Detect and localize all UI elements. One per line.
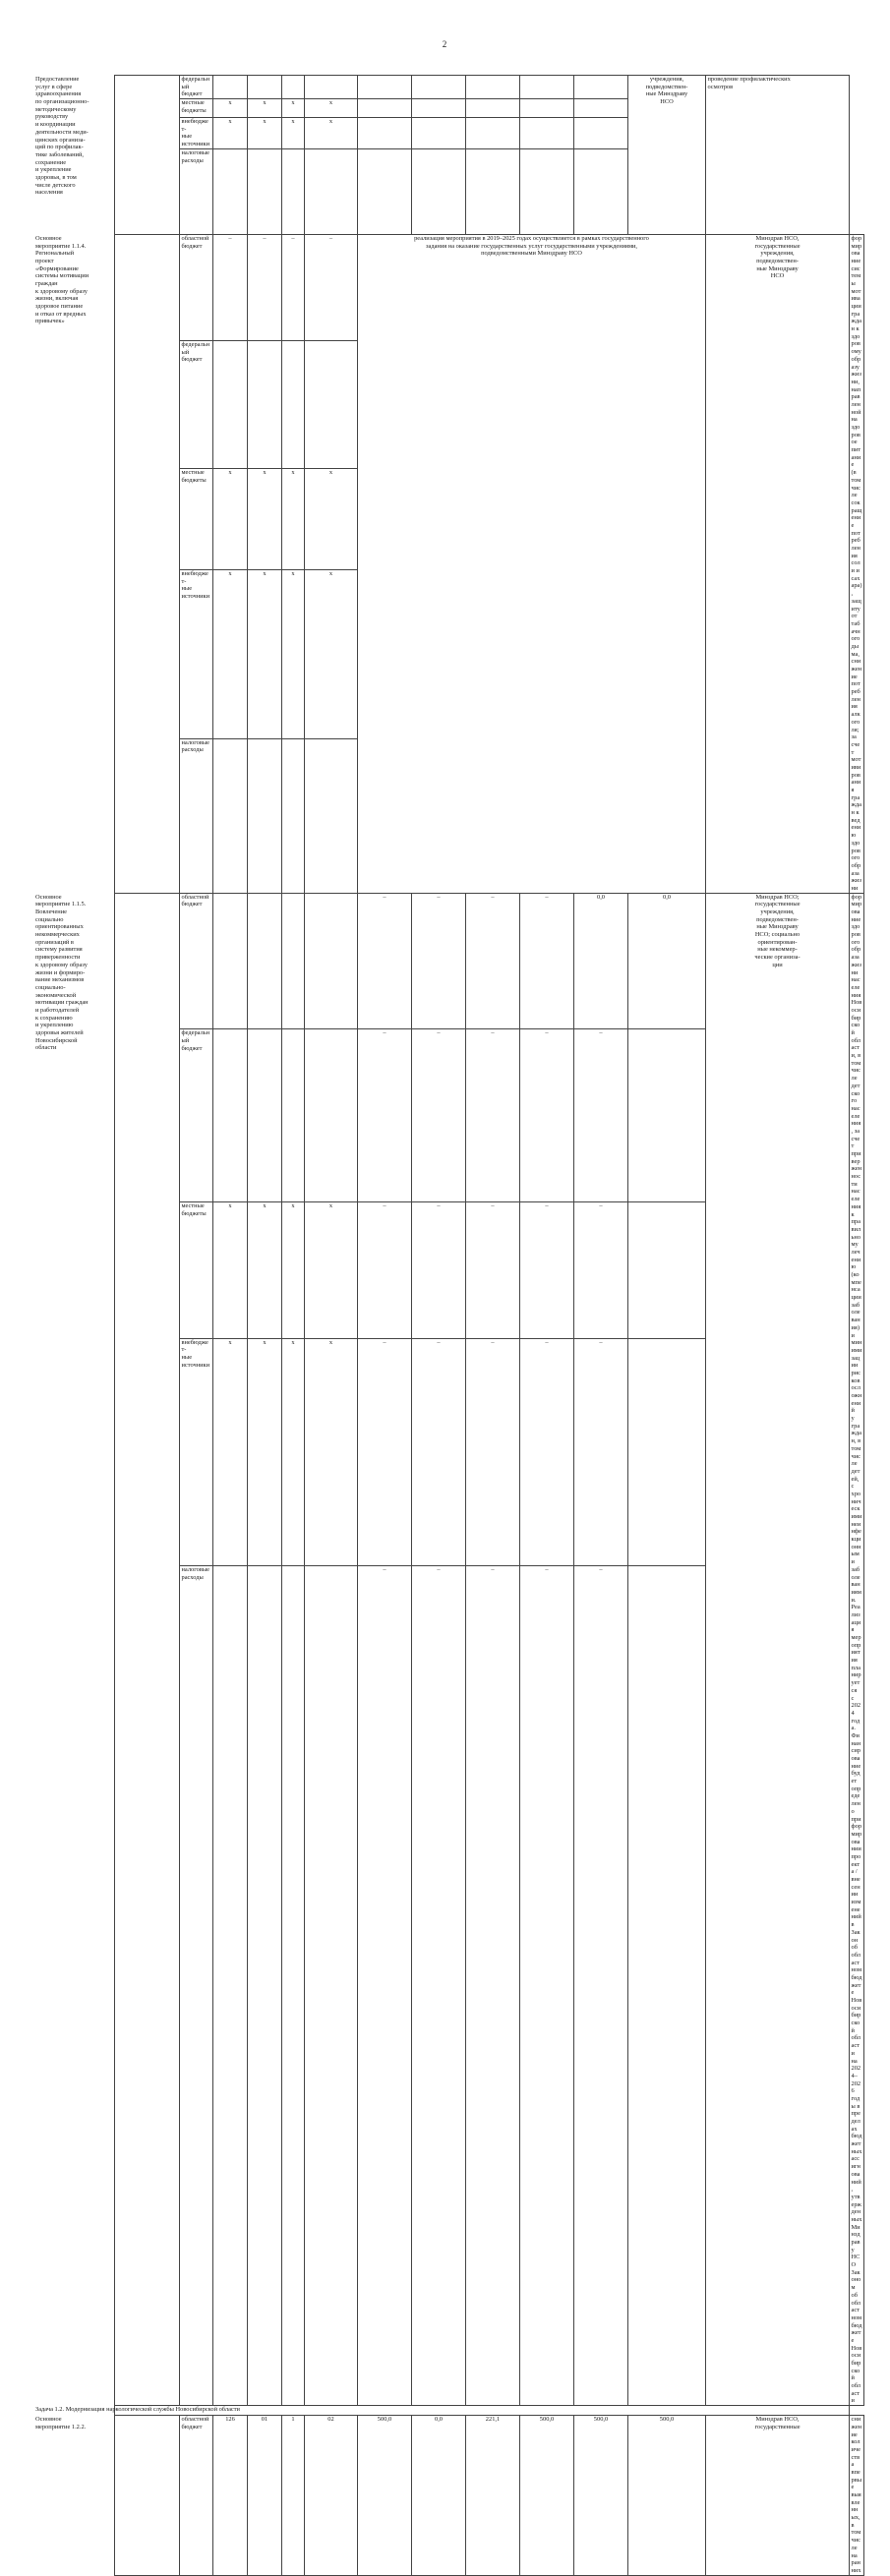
code-cell: 01 (248, 2416, 282, 2575)
x-mark: x (213, 1338, 248, 1566)
funding-source-tax: налоговые расходы (180, 1566, 213, 2406)
row-label-cell (35, 2416, 180, 2575)
dash-mark: – (412, 1029, 466, 1202)
dash-mark: – (248, 234, 282, 340)
x-mark: x (282, 569, 305, 738)
dash-mark: – (520, 893, 574, 1029)
expected-result-cell: формирование системы мотивации граждан к здоровому образу жизни, направленной на здоровое питание (в том числе сокращение потребления соли и сахара), защиту от табачного дыма, снижение потребления алкоголя; за счет мотивирования граждан к ведению здорового образа жизни (851, 234, 862, 892)
dash-mark: – (574, 1338, 628, 1566)
funding-source-tax: налоговые расходы (180, 738, 213, 893)
x-mark: x (282, 118, 305, 149)
dash-mark: – (574, 1201, 628, 1338)
dash-mark: – (358, 1566, 412, 2406)
value-cell: 500,0 (574, 2416, 628, 2575)
x-mark: x (213, 1201, 248, 1338)
x-mark: x (248, 569, 282, 738)
x-mark: x (305, 1201, 358, 1338)
funding-source-local: местные бюджеты (180, 99, 213, 118)
task-heading-cell (35, 2406, 850, 2416)
funding-source-extrabudget: внебюджет- ные источники (180, 1338, 213, 1566)
expected-result-cell: снижение количества впервые выявленных, в том числе на ранних (850, 2416, 864, 2575)
x-mark: x (305, 569, 358, 738)
executor-cell: Минздрав НСО; государственные учреждения, подведомствен- ные Минздраву НСО; социально ориентирован- ные некоммер- ческие организа- ции (706, 893, 850, 2406)
x-mark: x (282, 99, 305, 118)
code-cell: 126 (213, 2416, 248, 2575)
dash-mark: – (412, 1566, 466, 2406)
value-cell: 500,0 (628, 2416, 706, 2575)
program-activities-table (35, 75, 864, 2576)
service-description: Предоставление услуг в сфере здравоохранения по организационно- методическому руководству и координации деятельности меди- цинских организа- ций по профилак- тике заболеваний, сохранение и укрепление здоровья, в том числе детского населения (35, 76, 89, 197)
dash-mark: – (358, 1338, 412, 1566)
value-cell: 221,1 (466, 2416, 520, 2575)
dash-mark: – (412, 1338, 466, 1566)
dash-mark: – (466, 1338, 520, 1566)
row-label-cell (35, 893, 180, 2406)
funding-source-regional: областной бюджет (180, 2416, 213, 2575)
table-row (115, 234, 864, 340)
x-mark: x (305, 99, 358, 118)
activity-1-1-4-note: реализация мероприятия в 2019–2025 годах осуществляется в рамках государственного задания на оказание государственных услуг государственными учреждениями, подведомственными Минздраву НСО (358, 234, 706, 893)
x-mark: x (248, 1201, 282, 1338)
table-row (115, 2416, 864, 2575)
funding-source-tax: налоговые расходы (180, 148, 213, 234)
x-mark: x (213, 469, 248, 570)
value-cell: 0,0 (628, 893, 706, 1029)
dash-mark: – (574, 1566, 628, 2406)
activity-1-1-5-title: Основное мероприятие 1.1.5. Вовлечение социально ориентированных некоммерческих организаций в систему развития приверженности к здоровому образу жизни и формиро- вание механизмов социально- экономической мотивации граждан и работодателей к сохранению и укреплению здоровья жителей Новосибирской области (35, 893, 89, 1052)
expected-result-cell: проведение профилактических осмотров (706, 76, 850, 235)
value-cell: 0,0 (412, 2416, 466, 2575)
table-row (115, 893, 864, 1029)
x-mark: x (282, 1201, 305, 1338)
funding-source-local: местные бюджеты (180, 1201, 213, 1338)
executor-cell: учреждения, подведомствен- ные Минздраву НСО (628, 76, 706, 235)
funding-source-regional: областной бюджет (180, 234, 213, 340)
dash-mark: – (520, 1566, 574, 2406)
dash-mark: – (305, 234, 358, 340)
x-mark: x (248, 99, 282, 118)
x-mark: x (305, 1338, 358, 1566)
funding-source-federal: федеральный бюджет (180, 76, 213, 99)
activity-1-2-2-title: Основное мероприятие 1.2.2. (35, 2416, 87, 2430)
x-mark: x (248, 118, 282, 149)
funding-source-extrabudget: внебюджет- ные источники (180, 569, 213, 738)
page-number: 2 (442, 39, 447, 49)
dash-mark: – (466, 893, 520, 1029)
dash-mark: – (466, 1201, 520, 1338)
x-mark: x (305, 118, 358, 149)
dash-mark: – (466, 1566, 520, 2406)
funding-source-extrabudget: внебюджет- ные источники (180, 118, 213, 149)
x-mark: x (282, 1338, 305, 1566)
dash-mark: – (520, 1338, 574, 1566)
dash-mark: – (412, 893, 466, 1029)
table-row (115, 2406, 864, 2416)
x-mark: x (282, 469, 305, 570)
activity-1-1-4-title: Основное мероприятие 1.1.4. Региональный проект «Формирование системы мотивации граждан к здоровому образу жизни, включая здоровое питание и отказ от вредных привычек» (35, 234, 89, 325)
x-mark: x (213, 99, 248, 118)
x-mark: x (248, 469, 282, 570)
task-1-2-heading: Задача 1.2. Модернизация наркологической службы Новосибирской области (35, 2406, 240, 2414)
x-mark: x (213, 118, 248, 149)
dash-mark: – (213, 234, 248, 340)
x-mark: x (248, 1338, 282, 1566)
value-cell: 500,0 (520, 2416, 574, 2575)
code-cell: 02 (305, 2416, 358, 2575)
dash-mark: – (358, 1029, 412, 1202)
executor-cell: Минздрав НСО, государственные (706, 2416, 850, 2575)
funding-source-regional: областной бюджет (180, 893, 213, 1029)
dash-mark: – (520, 1029, 574, 1202)
value-cell: 0,0 (574, 893, 628, 1029)
dash-mark: – (574, 1029, 628, 1202)
code-cell: 1 (282, 2416, 305, 2575)
dash-mark: – (282, 234, 305, 340)
table-row (115, 76, 864, 99)
x-mark: x (305, 469, 358, 570)
dash-mark: – (466, 1029, 520, 1202)
row-label-cell (35, 234, 180, 893)
funding-source-local: местные бюджеты (180, 469, 213, 570)
x-mark: x (213, 569, 248, 738)
dash-mark: – (358, 893, 412, 1029)
dash-mark: – (412, 1201, 466, 1338)
funding-source-federal: федеральный бюджет (180, 341, 213, 469)
value-cell: 500,0 (358, 2416, 412, 2575)
dash-mark: – (520, 1201, 574, 1338)
executor-cell: Минздрав НСО, государственные учреждения, подведомствен- ные Минздраву НСО (706, 234, 850, 893)
row-label-cell (35, 76, 180, 235)
dash-mark: – (358, 1201, 412, 1338)
funding-source-federal: федеральный бюджет (180, 1029, 213, 1202)
expected-result-cell: формирование здорового образа жизни населения Новосибирской области, в том числе детского населения, за счет приверженности населения к правильному лечению (компенсации заболевания) и минимизации рисков осложнений у граждан, в том числе детей, с хроническими неинфекционными заболеваниями. Реализация мероприятия планируется с 2024 года. Финансирование будет определено при формировании проекта / внесении изменений в Закон об областном бюджете Новосибирской области на 2024– 2026 годы в пределах бюджетных ассигнований, утвержденных Минздраву НСО Законом об областном бюджете Новосибирской области (850, 893, 864, 2406)
